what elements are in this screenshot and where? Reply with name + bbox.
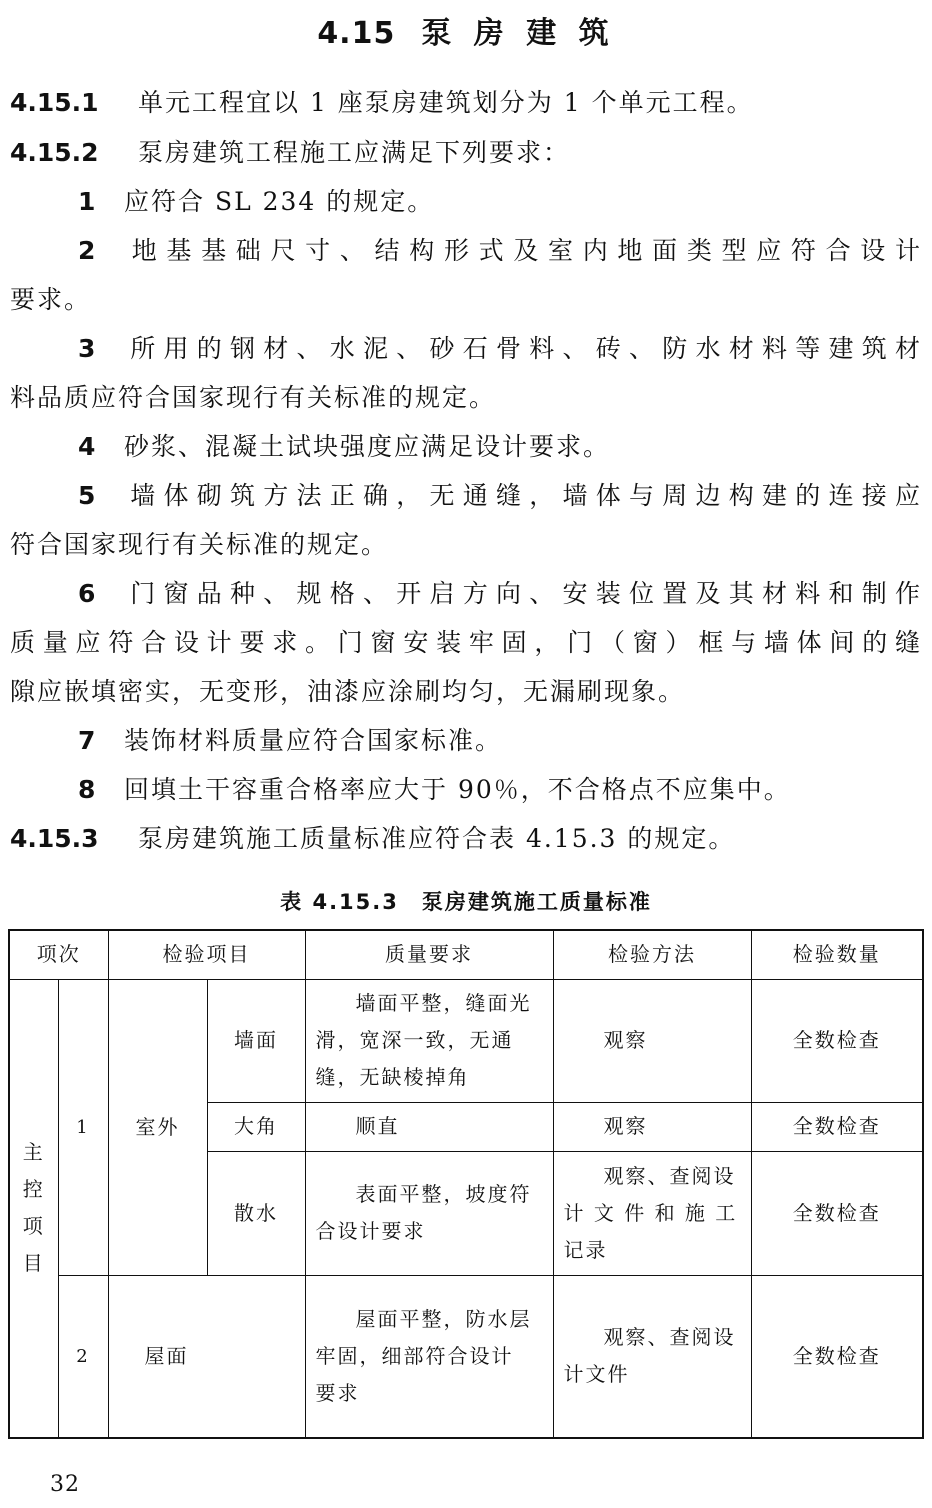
category-char: 项 <box>22 1214 45 1239</box>
list-item-8 <box>78 773 922 807</box>
item-number: 4 <box>78 432 96 461</box>
text-line: 墙面平整，缝面光 <box>355 991 532 1015</box>
clause-4-15-3 <box>10 822 922 856</box>
item-text: 地基基础尺寸、结构形式及室内地面类型应符合设计 <box>124 236 922 265</box>
list-item-2-cont: 要求。 <box>10 285 92 314</box>
header-item-seq: 项次 <box>9 930 108 979</box>
inspection-method <box>553 1151 751 1275</box>
table-row <box>9 1275 923 1438</box>
item-number: 3 <box>78 334 96 363</box>
list-item-7 <box>78 724 922 758</box>
item-text: 装饰材料质量应符合国家标准。 <box>124 726 503 755</box>
clause-4-15-2 <box>10 136 922 170</box>
text-line: 牢固，细部符合设计 <box>315 1343 514 1368</box>
item-name: 屋面 <box>108 1275 305 1438</box>
item-number: 2 <box>78 236 96 265</box>
header-quality-req: 质量要求 <box>305 930 553 979</box>
category-cell <box>9 979 58 1438</box>
clause-4-15-1 <box>10 86 922 120</box>
item-number: 6 <box>78 579 96 608</box>
sub-item-name: 大角 <box>207 1102 305 1151</box>
item-text: 墙体砌筑方法正确，无通缝，墙体与周边构建的连接应 <box>124 481 922 510</box>
header-inspection-item: 检验项目 <box>108 930 305 979</box>
inspection-method <box>553 1102 751 1151</box>
sub-item-name: 散水 <box>207 1151 305 1275</box>
table-header-row <box>9 930 923 979</box>
quality-requirement <box>305 1275 553 1438</box>
text-line: 观察 <box>603 1114 648 1138</box>
item-text: 应符合 SL 234 的规定。 <box>124 187 435 216</box>
text-line: 屋面平整，防水层 <box>355 1306 532 1331</box>
page-number: 32 <box>50 1472 80 1497</box>
text-line: 计文件 <box>563 1362 630 1387</box>
clause-text: 泵房建筑工程施工应满足下列要求： <box>138 138 571 167</box>
list-item-5 <box>78 479 922 513</box>
clause-number: 4.15.2 <box>10 138 99 167</box>
quality-requirement <box>305 979 553 1102</box>
category-char: 控 <box>22 1177 45 1202</box>
list-item-2 <box>78 234 922 268</box>
clause-text: 单元工程宜以 1 座泵房建筑划分为 1 个单元工程。 <box>138 88 754 117</box>
list-item-6-cont-2: 隙应嵌填密实，无变形，油漆应涂刷均匀，无漏刷现象。 <box>10 677 686 706</box>
item-number: 7 <box>78 726 96 755</box>
text-line: 要求 <box>315 1380 360 1405</box>
text-line: 顺直 <box>355 1114 400 1138</box>
quality-requirement <box>305 1151 553 1275</box>
list-item-1 <box>78 185 922 219</box>
item-name: 室外 <box>108 979 207 1275</box>
inspection-quantity: 全数检查 <box>751 1102 923 1151</box>
list-item-3-cont: 料品质应符合国家现行有关标准的规定。 <box>10 383 497 412</box>
inspection-quantity: 全数检查 <box>751 1151 923 1275</box>
section-title <box>0 8 932 52</box>
text-line: 滑，宽深一致，无通 <box>315 1028 514 1052</box>
text-line: 合设计要求 <box>315 1219 426 1243</box>
table-caption: 表 4.15.3 泵房建筑施工质量标准 <box>280 890 652 914</box>
inspection-method <box>553 979 751 1102</box>
list-item-6-cont-1: 质量应符合设计要求。门窗安装牢固，门（窗）框与墙体间的缝 <box>10 628 922 657</box>
row-number: 2 <box>58 1275 108 1438</box>
list-item-5-cont: 符合国家现行有关标准的规定。 <box>10 530 389 559</box>
table-row <box>9 979 923 1102</box>
item-number: 5 <box>78 481 96 510</box>
section-number: 4.15 <box>317 16 396 51</box>
text-line: 观察 <box>603 1028 648 1052</box>
text-line: 观察、查阅设 <box>603 1325 736 1350</box>
text-line: 计 文 件 和 施 工 <box>563 1200 738 1225</box>
section-heading: 泵 房 建 筑 <box>421 16 615 51</box>
category-char: 目 <box>22 1251 45 1276</box>
inspection-quantity: 全数检查 <box>751 1275 923 1438</box>
item-text: 回填土干容重合格率应大于 90％，不合格点不应集中。 <box>124 775 791 804</box>
text-line: 表面平整，坡度符 <box>355 1182 532 1206</box>
text-line: 缝，无缺棱掉角 <box>315 1065 470 1089</box>
item-text: 门窗品种、规格、开启方向、安装位置及其材料和制作 <box>124 579 922 608</box>
text-line: 观察、查阅设 <box>603 1163 736 1188</box>
quality-standard-table <box>8 929 924 1439</box>
clause-number: 4.15.3 <box>10 824 99 853</box>
quality-requirement <box>305 1102 553 1151</box>
clause-text: 泵房建筑施工质量标准应符合表 4.15.3 的规定。 <box>138 824 736 853</box>
header-quantity: 检验数量 <box>751 930 923 979</box>
item-number: 8 <box>78 775 96 804</box>
list-item-4 <box>78 430 922 464</box>
item-text: 砂浆、混凝土试块强度应满足设计要求。 <box>124 432 611 461</box>
item-number: 1 <box>78 187 96 216</box>
category-char: 主 <box>22 1140 45 1165</box>
inspection-quantity: 全数检查 <box>751 979 923 1102</box>
header-method: 检验方法 <box>553 930 751 979</box>
row-number: 1 <box>58 979 108 1275</box>
sub-item-name: 墙面 <box>207 979 305 1102</box>
list-item-6 <box>78 577 922 611</box>
item-text: 所用的钢材、水泥、砂石骨料、砖、防水材料等建筑材 <box>124 334 922 363</box>
clause-number: 4.15.1 <box>10 88 99 117</box>
inspection-method <box>553 1275 751 1438</box>
text-line: 记录 <box>563 1237 608 1262</box>
list-item-3 <box>78 332 922 366</box>
